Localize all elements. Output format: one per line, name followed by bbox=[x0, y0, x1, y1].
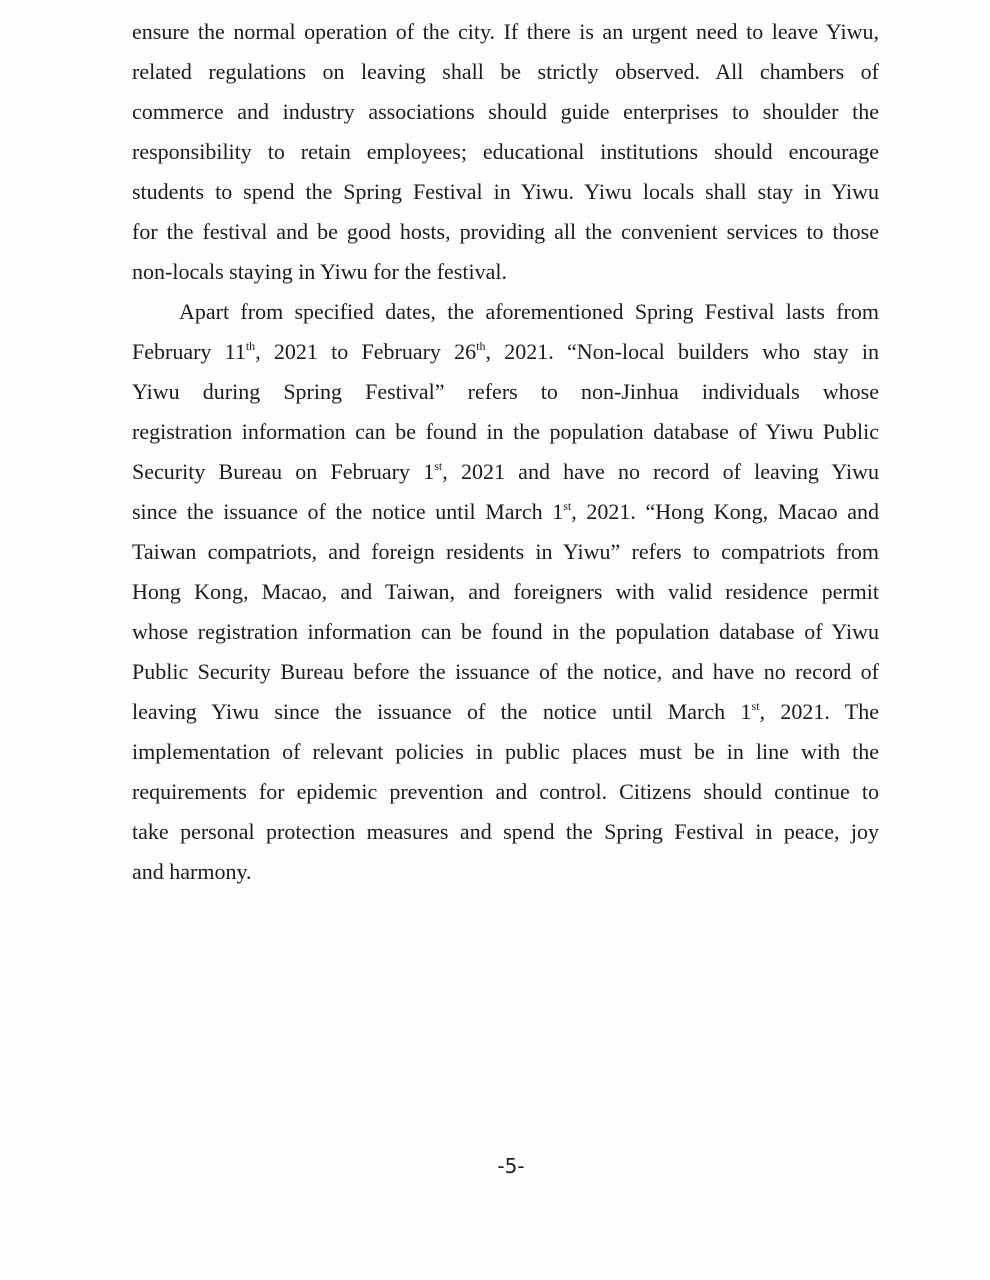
text-segment: since the issuance of the notice until March 1 bbox=[132, 499, 564, 524]
ordinal-suffix: st bbox=[751, 699, 760, 713]
text-line: Taiwan compatriots, and foreign residents in Yiwu” refers to compatriots from bbox=[132, 539, 879, 564]
text-line: implementation of relevant policies in public places must be in line with the bbox=[132, 739, 879, 764]
text-segment: Security Bureau on February 1 bbox=[132, 459, 435, 484]
ordinal-suffix: st bbox=[563, 499, 572, 513]
text-line: whose registration information can be found in the population database of Yiwu bbox=[132, 619, 879, 644]
text-line: requirements for epidemic prevention and control. Citizens should continue to bbox=[132, 779, 879, 804]
text-line bbox=[132, 492, 879, 532]
text-line: Yiwu during Spring Festival” refers to non-Jinhua individuals whose bbox=[132, 379, 879, 404]
text-line: Public Security Bureau before the issuance of the notice, and have no record of bbox=[132, 659, 879, 684]
text-segment: , 2021. The bbox=[759, 699, 879, 724]
ordinal-suffix: th bbox=[476, 339, 486, 353]
text-line bbox=[132, 692, 879, 732]
text-line: related regulations on leaving shall be strictly observed. All chambers of bbox=[132, 59, 879, 84]
text-segment: February 11 bbox=[132, 339, 246, 364]
text-line: Apart from specified dates, the aforementioned Spring Festival lasts from bbox=[179, 299, 879, 324]
text-line: for the festival and be good hosts, providing all the convenient services to those bbox=[132, 219, 879, 244]
text-line: Hong Kong, Macao, and Taiwan, and foreigners with valid residence permit bbox=[132, 579, 879, 604]
document-body bbox=[132, 12, 879, 892]
paragraph-2 bbox=[132, 292, 879, 892]
text-segment: leaving Yiwu since the issuance of the notice until March 1 bbox=[132, 699, 752, 724]
ordinal-suffix: st bbox=[434, 459, 443, 473]
text-line: take personal protection measures and spend the Spring Festival in peace, joy bbox=[132, 819, 879, 844]
text-segment: , 2021. “Hong Kong, Macao and bbox=[571, 499, 879, 524]
text-line: commerce and industry associations should guide enterprises to shoulder the bbox=[132, 99, 879, 124]
text-segment: , 2021 to February 26 bbox=[255, 339, 477, 364]
text-line: students to spend the Spring Festival in Yiwu. Yiwu locals shall stay in Yiwu bbox=[132, 179, 879, 204]
text-line: responsibility to retain employees; educational institutions should encourage bbox=[132, 139, 879, 164]
page-number: -5- bbox=[497, 1154, 525, 1178]
text-line: ensure the normal operation of the city. If there is an urgent need to leave Yiwu, bbox=[132, 19, 879, 44]
text-line: non-locals staying in Yiwu for the festival. bbox=[132, 259, 507, 284]
text-line bbox=[132, 332, 879, 372]
text-line bbox=[132, 452, 879, 492]
ordinal-suffix: th bbox=[245, 339, 256, 353]
paragraph-1 bbox=[132, 12, 879, 292]
text-line: and harmony. bbox=[132, 859, 252, 884]
text-segment: , 2021 and have no record of leaving Yiwu bbox=[442, 459, 879, 484]
text-segment: , 2021. “Non-local builders who stay in bbox=[485, 339, 879, 364]
text-line: registration information can be found in the population database of Yiwu Public bbox=[132, 419, 879, 444]
